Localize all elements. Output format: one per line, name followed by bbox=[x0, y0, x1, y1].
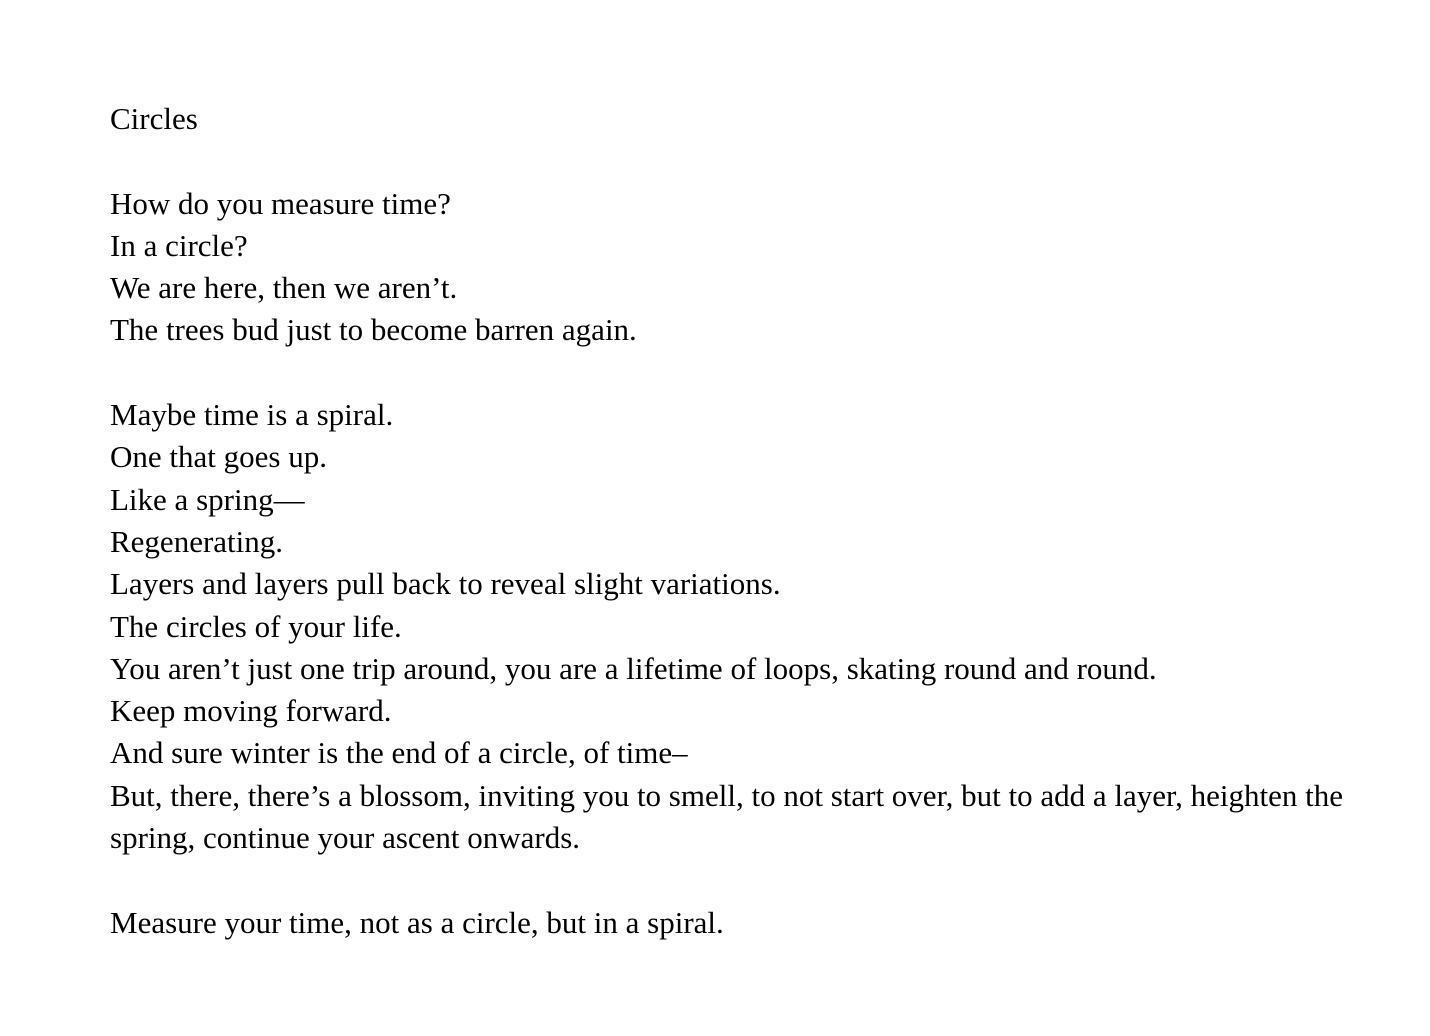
poem-line: But, there, there’s a blossom, inviting you to smell, to not start over, but to add a layer, heighten the spring, continue your ascent onwards. bbox=[110, 777, 1343, 856]
poem-line: The trees bud just to become barren again. bbox=[110, 312, 637, 348]
poem-line: The circles of your life. bbox=[110, 608, 402, 644]
poem-line: Layers and layers pull back to reveal slight variations. bbox=[110, 566, 781, 602]
stanza-3 bbox=[110, 902, 1350, 944]
document-page bbox=[110, 98, 1350, 944]
poem-title: Circles bbox=[110, 101, 198, 136]
stanza-break bbox=[110, 352, 1350, 394]
poem-line: Maybe time is a spiral. bbox=[110, 397, 394, 433]
stanza-break bbox=[110, 140, 1350, 182]
poem-line: In a circle? bbox=[110, 227, 248, 263]
poem-line: Measure your time, not as a circle, but in a spiral. bbox=[110, 904, 724, 940]
stanza-break bbox=[110, 859, 1350, 901]
poem-line: Like a spring— bbox=[110, 481, 305, 517]
poem-line: And sure winter is the end of a circle, of time– bbox=[110, 735, 688, 771]
poem-line: One that goes up. bbox=[110, 439, 327, 475]
poem-line: Keep moving forward. bbox=[110, 693, 392, 729]
poem-line: You aren’t just one trip around, you are a lifetime of loops, skating round and round. bbox=[110, 650, 1157, 686]
poem-line: We are here, then we aren’t. bbox=[110, 270, 458, 306]
stanza-1 bbox=[110, 183, 1350, 352]
poem-line: Regenerating. bbox=[110, 523, 284, 559]
poem-line: How do you measure time? bbox=[110, 185, 451, 221]
stanza-2 bbox=[110, 394, 1350, 859]
